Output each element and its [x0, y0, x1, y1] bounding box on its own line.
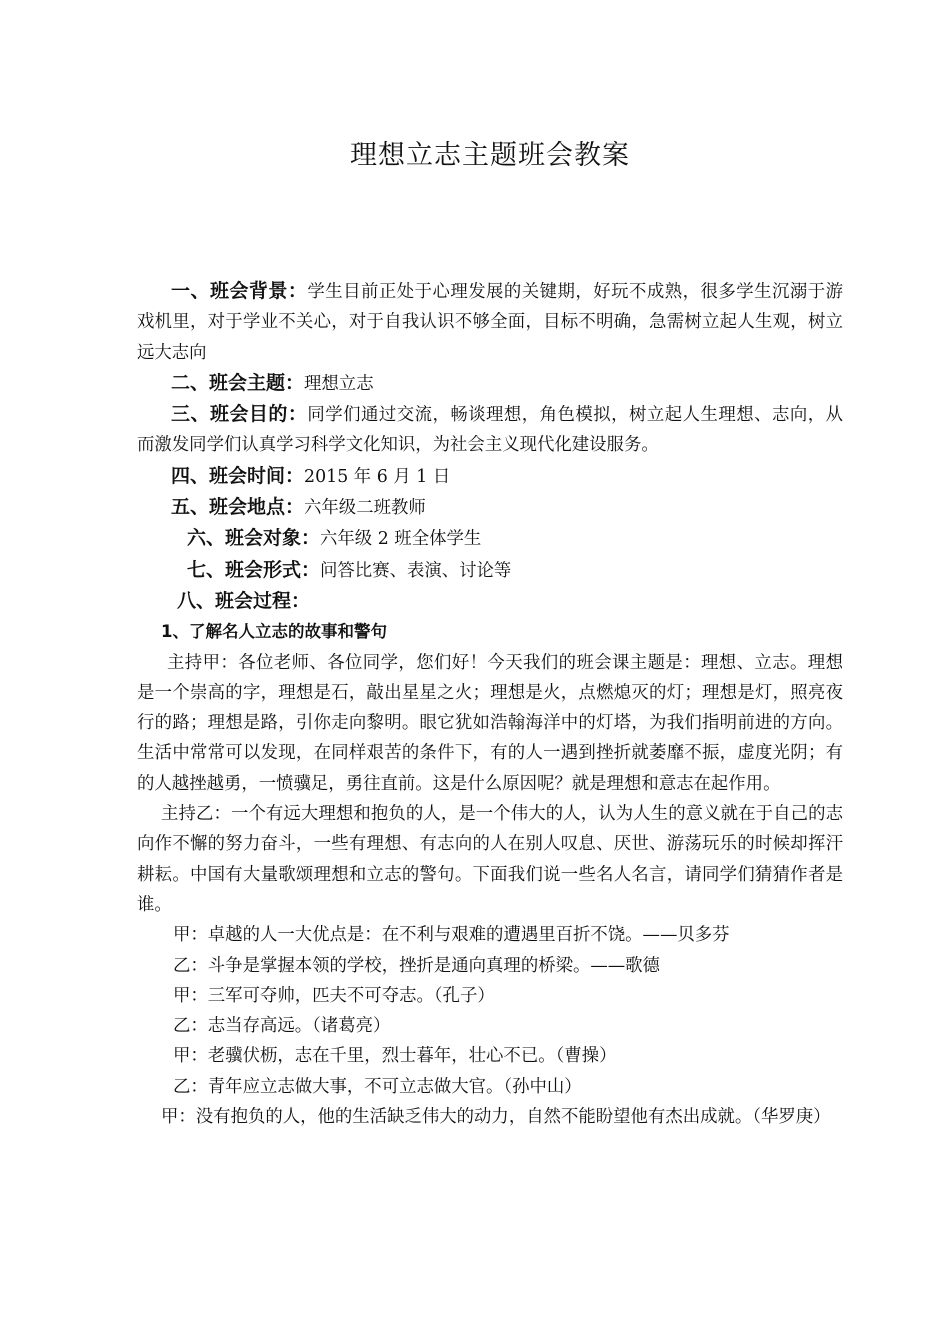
- section-theme: [137, 368, 843, 399]
- section-text: 理想立志: [304, 373, 374, 394]
- quote-line: 甲：三军可夺帅，匹夫不可夺志。（孔子）: [173, 985, 495, 1006]
- section-purpose: [137, 399, 843, 461]
- section-audience: [137, 523, 843, 554]
- section-label: 六、班会对象：: [187, 527, 321, 550]
- quote-line: 甲：卓越的人一大优点是：在不利与艰难的遭遇里百折不饶。——贝多芬: [173, 925, 730, 946]
- section-text: 问答比赛、表演、讨论等: [320, 560, 512, 581]
- section-label: 四、班会时间：: [171, 464, 305, 487]
- step-heading-text: 1、了解名人立志的故事和警句: [161, 622, 387, 642]
- host-a-paragraph: 主持甲：各位老师、各位同学，您们好！今天我们的班会课主题是：理想、立志。理想是一个崇高的字，理想是石，敲出星星之火；理想是火，点燃熄灭的灯；理想是灯，照亮夜行的路；理想是路，引你走向黎明。眼它犹如浩翰海洋中的灯塔，为我们指明前进的方向。生活中常常可以发现，在同样艰苦的条件下，有的人一遇到挫折就萎靡不振，虚度光阴；有的人越挫越勇，一愤骥足，勇往直前。这是什么原因呢？就是理想和意志在起作用。: [137, 652, 843, 794]
- section-label: 一、班会背景：: [171, 280, 308, 302]
- quote-line: 乙：斗争是掌握本领的学校，挫折是通向真理的桥梁。——歌德: [173, 955, 660, 976]
- step-heading: [137, 617, 843, 647]
- section-label: 五、班会地点：: [171, 496, 305, 519]
- section-process: [137, 586, 843, 617]
- section-text: 六年级二班教师: [304, 498, 426, 519]
- quote-line: 甲：老骥伏枥，志在千里，烈士暮年，壮心不已。（曹操）: [173, 1046, 617, 1067]
- section-location: [137, 492, 843, 523]
- section-text: 六年级 2 班全体学生: [320, 529, 482, 550]
- section-text: 同学们通过交流，畅谈理想，角色模拟，树立起人生理想、志向，从而激发同学们认真学习科学文化知识，为社会主义现代化建设服务。: [137, 405, 843, 456]
- section-label: 七、班会形式：: [187, 558, 321, 581]
- section-time: [137, 461, 843, 492]
- section-background: [137, 276, 843, 368]
- quote-line: 乙：青年应立志做大事，不可立志做大官。（孙中山）: [173, 1076, 582, 1097]
- host-b-paragraph: 主持乙：一个有远大理想和抱负的人，是一个伟大的人，认为人生的意义就在于自己的志向作不懈的努力奋斗，一些有理想、有志向的人在别人叹息、厌世、游荡玩乐的时候却挥汗耕耘。中国有大量歌颂理想和立志的警句。下面我们说一些名人名言，请同学们猜猜作者是谁。: [137, 804, 843, 915]
- section-label: 三、班会目的：: [171, 403, 308, 426]
- section-label: 二、班会主题：: [171, 371, 305, 394]
- quote-line: 乙：志当存高远。（诸葛亮）: [173, 1016, 391, 1037]
- quote-line-last: 甲：没有抱负的人，他的生活缺乏伟大的动力，自然不能盼望他有杰出成就。（华罗庚）: [161, 1107, 831, 1128]
- section-format: [137, 555, 843, 586]
- document-title: 理想立志主题班会教案: [350, 140, 630, 171]
- section-label: 八、班会过程：: [177, 589, 311, 612]
- document-body: [137, 276, 843, 1132]
- section-text: 2015 年 6 月 1 日: [304, 466, 451, 487]
- section-text: 学生目前正处于心理发展的关键期，好玩不成熟，很多学生沉溺于游戏机里，对于学业不关心，对于自我认识不够全面，目标不明确，急需树立起人生观，树立远大志向: [137, 282, 843, 363]
